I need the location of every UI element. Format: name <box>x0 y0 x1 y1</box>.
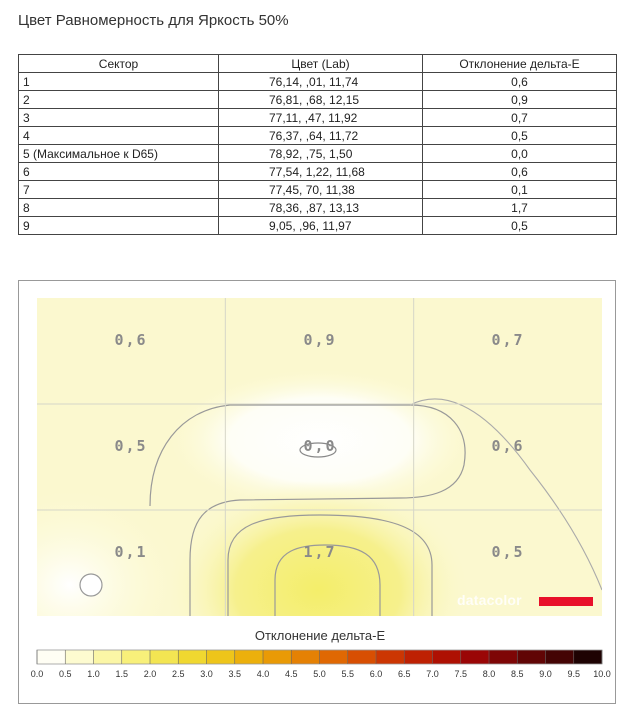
brand-bar <box>539 597 593 606</box>
cell-delta-e: 0,6 <box>423 73 617 91</box>
cell-lab: 77,45, 70, 11,38 <box>219 181 423 199</box>
legend-swatch <box>94 650 122 664</box>
cell-lab: 76,14, ,01, 11,74 <box>219 73 423 91</box>
legend-swatch <box>320 650 348 664</box>
cell-sector: 9 <box>19 217 219 235</box>
legend-swatch <box>263 650 291 664</box>
cell-delta-e: 0,1 <box>423 181 617 199</box>
legend-swatch <box>235 650 263 664</box>
legend-swatch <box>574 650 602 664</box>
cell-sector: 6 <box>19 163 219 181</box>
sector-delta-label: 0,9 <box>303 331 337 349</box>
legend-swatch <box>546 650 574 664</box>
sector-delta-label: 0,5 <box>491 543 525 561</box>
legend-swatch <box>404 650 432 664</box>
cell-delta-e: 0,5 <box>423 127 617 145</box>
legend-swatch <box>37 650 65 664</box>
cell-sector: 2 <box>19 91 219 109</box>
cell-sector: 3 <box>19 109 219 127</box>
legend-tick-label: 4.0 <box>256 669 270 679</box>
datacolor-logo: datacolor <box>457 592 522 608</box>
legend-swatch <box>178 650 206 664</box>
sector-delta-label: 0,6 <box>114 331 148 349</box>
cell-lab: 76,81, ,68, 12,15 <box>219 91 423 109</box>
legend-tick-label: 1.0 <box>87 669 100 679</box>
legend-tick-label: 2.0 <box>143 669 157 679</box>
page-title: Цвет Равномерность для Яркость 50% <box>18 12 289 29</box>
header-lab: Цвет (Lab) <box>219 55 423 73</box>
legend-tick-label: 4.5 <box>284 669 298 679</box>
cell-delta-e: 0,7 <box>423 109 617 127</box>
cell-delta-e: 0,5 <box>423 217 617 235</box>
legend-tick-label: 9.0 <box>539 669 552 679</box>
legend-tick-label: 8.5 <box>510 669 524 679</box>
legend-swatch <box>150 650 178 664</box>
contour-line <box>80 574 102 596</box>
legend-tick-label: 10.0 <box>593 669 611 679</box>
legend-swatch <box>65 650 93 664</box>
legend-tick-label: 6.0 <box>369 669 383 679</box>
cell-lab: 77,54, 1,22, 11,68 <box>219 163 423 181</box>
legend-tick-label: 5.0 <box>313 669 326 679</box>
cell-sector: 5 (Максимальное к D65) <box>19 145 219 163</box>
cell-lab: 9,05, ,96, 11,97 <box>219 217 423 235</box>
legend-swatch <box>376 650 404 664</box>
legend-swatch <box>517 650 545 664</box>
legend-swatch <box>207 650 235 664</box>
legend-tick-label: 6.5 <box>397 669 411 679</box>
sector-delta-label: 0,6 <box>491 437 525 455</box>
cell-sector: 7 <box>19 181 219 199</box>
legend-tick-label: 8.0 <box>482 669 496 679</box>
legend-tick-label: 7.5 <box>454 669 468 679</box>
legend-tick-label: 5.5 <box>341 669 355 679</box>
cell-delta-e: 0,9 <box>423 91 617 109</box>
cell-lab: 78,36, ,87, 13,13 <box>219 199 423 217</box>
sector-delta-label: 1,7 <box>303 543 337 561</box>
cell-sector: 4 <box>19 127 219 145</box>
sector-delta-label: 0,1 <box>114 543 148 561</box>
legend-tick-label: 1.5 <box>115 669 129 679</box>
legend-swatch <box>461 650 489 664</box>
legend-tick-label: 3.5 <box>228 669 242 679</box>
header-delta-e: Отклонение дельта-E <box>423 55 617 73</box>
legend-tick-label: 0.5 <box>58 669 72 679</box>
legend-tick-label: 2.5 <box>171 669 185 679</box>
cell-sector: 8 <box>19 199 219 217</box>
header-sector: Сектор <box>19 55 219 73</box>
cell-sector: 1 <box>19 73 219 91</box>
cell-lab: 78,92, ,75, 1,50 <box>219 145 423 163</box>
legend-swatch <box>291 650 319 664</box>
legend-swatch <box>433 650 461 664</box>
sector-delta-label: 0,0 <box>303 437 337 455</box>
legend-tick-label: 0.0 <box>30 669 44 679</box>
cell-delta-e: 0,0 <box>423 145 617 163</box>
legend-tick-label: 9.5 <box>567 669 581 679</box>
legend-title: Отклонение дельта-E <box>254 628 386 643</box>
sector-delta-label: 0,5 <box>114 437 148 455</box>
high-delta-zone <box>168 480 468 700</box>
legend-swatch <box>489 650 517 664</box>
cell-lab: 76,37, ,64, 11,72 <box>219 127 423 145</box>
legend-swatch <box>348 650 376 664</box>
cell-delta-e: 1,7 <box>423 199 617 217</box>
cell-delta-e: 0,6 <box>423 163 617 181</box>
sector-delta-label: 0,7 <box>491 331 525 349</box>
legend-swatch <box>122 650 150 664</box>
legend-tick-label: 3.0 <box>200 669 213 679</box>
legend-tick-label: 7.0 <box>426 669 439 679</box>
cell-lab: 77,11, ,47, 11,92 <box>219 109 423 127</box>
